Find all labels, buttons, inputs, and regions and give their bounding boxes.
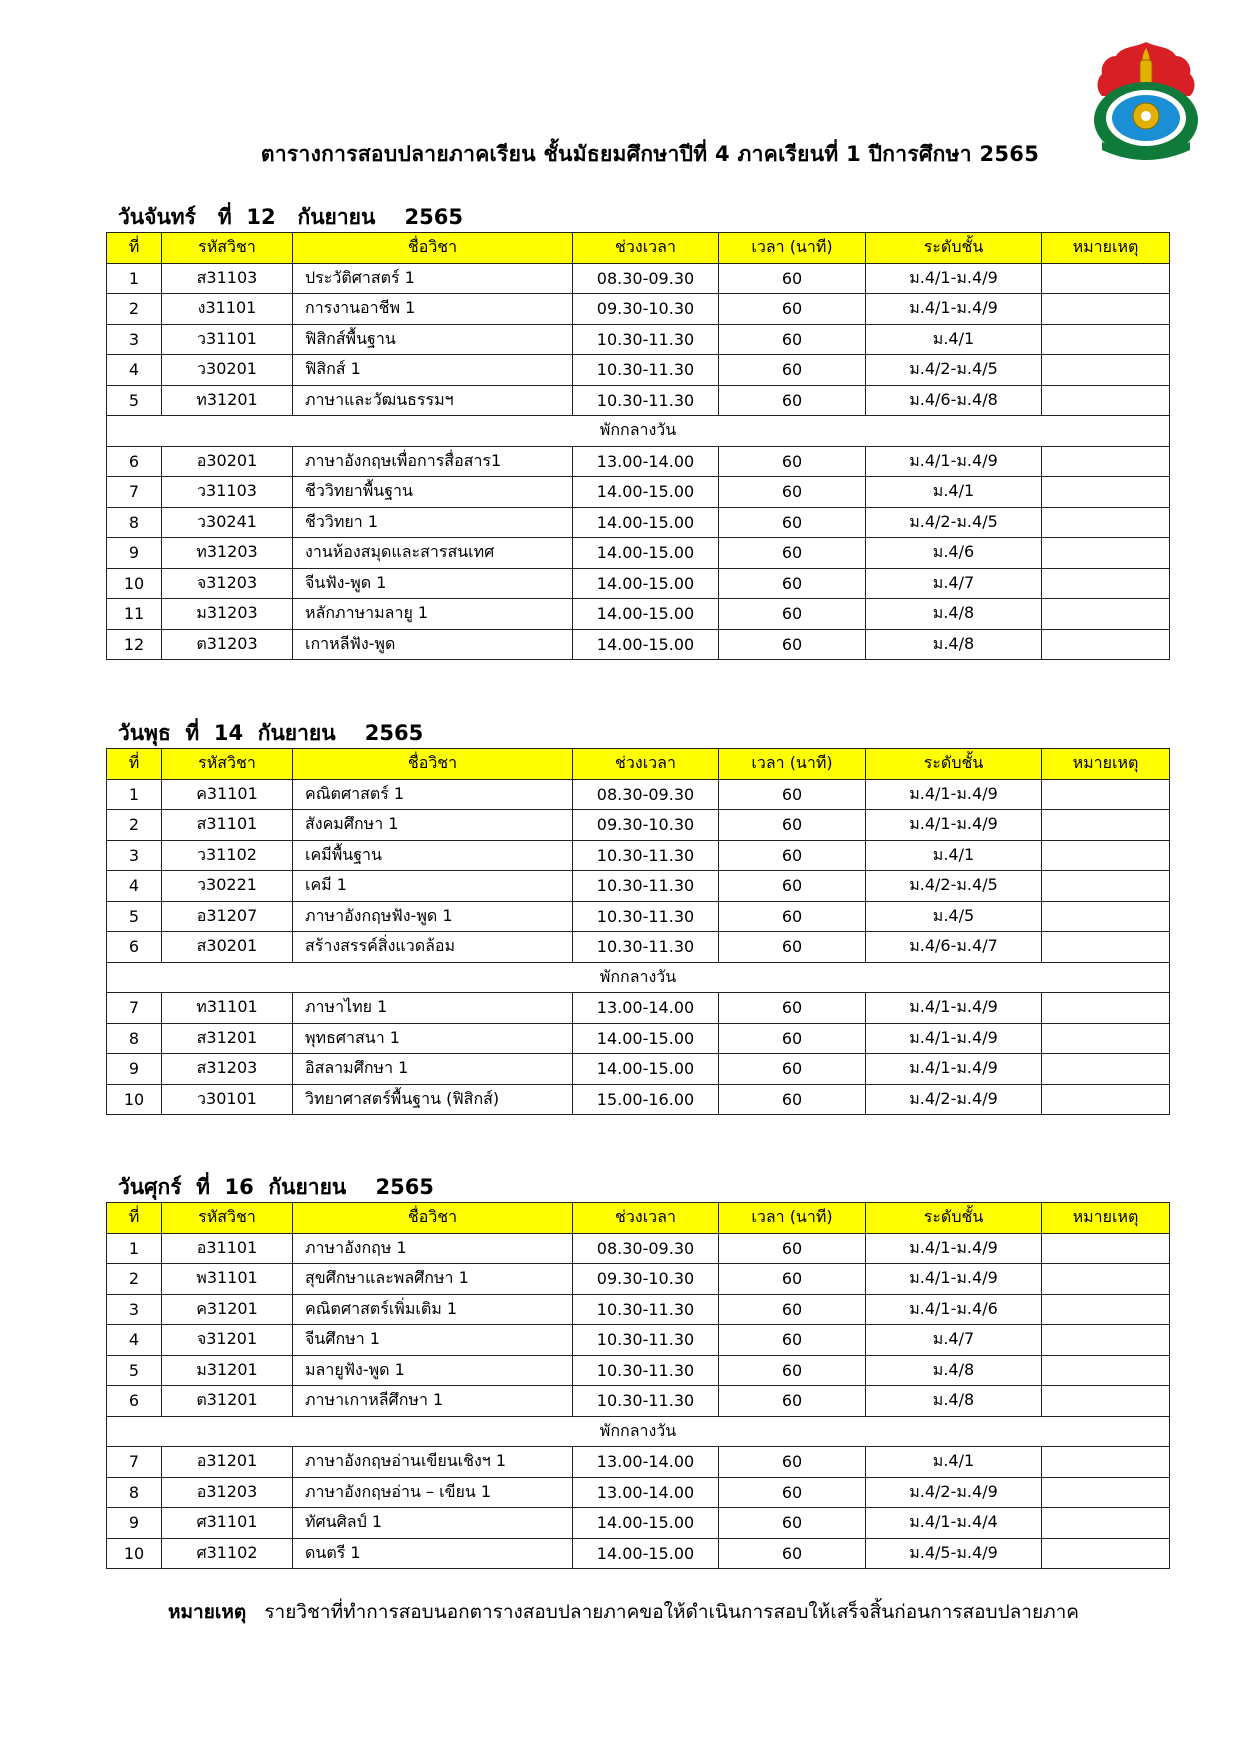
remarks [1042, 568, 1170, 599]
subject-name: เคมี 1 [293, 871, 573, 902]
table-row [107, 507, 1170, 538]
subject-name: ภาษาเกาหลีศึกษา 1 [293, 1386, 573, 1417]
time-slot: 10.30-11.30 [573, 385, 719, 416]
row-number: 5 [107, 1355, 162, 1386]
subject-name: หลักภาษามลายู 1 [293, 599, 573, 630]
subject-name: ชีววิทยา 1 [293, 507, 573, 538]
row-number: 1 [107, 779, 162, 810]
remarks [1042, 1538, 1170, 1569]
duration-minutes: 60 [719, 446, 866, 477]
column-header: ระดับชั้น [866, 1203, 1042, 1234]
time-slot: 09.30-10.30 [573, 810, 719, 841]
grade-level: ม.4/1-ม.4/9 [866, 294, 1042, 325]
subject-name: เกาหลีฟัง-พูด [293, 629, 573, 660]
exam-day-section [106, 1172, 1169, 1569]
subject-name: ฟิสิกส์ 1 [293, 355, 573, 386]
exam-day-section [106, 718, 1169, 1115]
remarks [1042, 1447, 1170, 1478]
remarks [1042, 324, 1170, 355]
grade-level: ม.4/1 [866, 477, 1042, 508]
grade-level: ม.4/7 [866, 1325, 1042, 1356]
grade-level: ม.4/1-ม.4/9 [866, 1054, 1042, 1085]
remarks [1042, 629, 1170, 660]
table-header [107, 233, 1170, 264]
duration-minutes: 60 [719, 477, 866, 508]
table-row [107, 1508, 1170, 1539]
grade-level: ม.4/1-ม.4/9 [866, 1264, 1042, 1295]
grade-level: ม.4/8 [866, 1355, 1042, 1386]
column-header: ชื่อวิชา [293, 749, 573, 780]
remarks [1042, 1084, 1170, 1115]
remarks [1042, 993, 1170, 1024]
table-row [107, 629, 1170, 660]
subject-code: อ31203 [162, 1477, 293, 1508]
row-number: 9 [107, 1508, 162, 1539]
table-row [107, 599, 1170, 630]
document-title: ตารางการสอบปลายภาคเรียน ชั้นมัธยมศึกษาปีที่ 4 ภาคเรียนที่ 1 ปีการศึกษา 2565 [260, 142, 1040, 166]
time-slot: 14.00-15.00 [573, 1054, 719, 1085]
table-row [107, 1477, 1170, 1508]
time-slot: 08.30-09.30 [573, 779, 719, 810]
row-number: 8 [107, 507, 162, 538]
row-number: 7 [107, 1447, 162, 1478]
grade-level: ม.4/1 [866, 1447, 1042, 1478]
duration-minutes: 60 [719, 568, 866, 599]
column-header: รหัสวิชา [162, 749, 293, 780]
duration-minutes: 60 [719, 1054, 866, 1085]
grade-level: ม.4/5-ม.4/9 [866, 1538, 1042, 1569]
row-number: 8 [107, 1023, 162, 1054]
subject-name: พุทธศาสนา 1 [293, 1023, 573, 1054]
table-row [107, 1355, 1170, 1386]
row-number: 4 [107, 355, 162, 386]
remarks [1042, 1386, 1170, 1417]
time-slot: 14.00-15.00 [573, 507, 719, 538]
grade-level: ม.4/8 [866, 629, 1042, 660]
subject-code: ม31201 [162, 1355, 293, 1386]
grade-level: ม.4/2-ม.4/5 [866, 871, 1042, 902]
remarks [1042, 1355, 1170, 1386]
row-number: 4 [107, 1325, 162, 1356]
column-header: ระดับชั้น [866, 749, 1042, 780]
remarks [1042, 263, 1170, 294]
duration-minutes: 60 [719, 294, 866, 325]
subject-name: ประวัติศาสตร์ 1 [293, 263, 573, 294]
subject-code: ศ31102 [162, 1538, 293, 1569]
duration-minutes: 60 [719, 1538, 866, 1569]
row-number: 5 [107, 385, 162, 416]
grade-level: ม.4/1-ม.4/4 [866, 1508, 1042, 1539]
column-header: รหัสวิชา [162, 1203, 293, 1234]
subject-name: สังคมศึกษา 1 [293, 810, 573, 841]
duration-minutes: 60 [719, 932, 866, 963]
remarks [1042, 294, 1170, 325]
row-number: 9 [107, 538, 162, 569]
table-row [107, 1084, 1170, 1115]
duration-minutes: 60 [719, 1294, 866, 1325]
grade-level: ม.4/8 [866, 1386, 1042, 1417]
column-header: ที่ [107, 1203, 162, 1234]
table-row [107, 871, 1170, 902]
column-header: หมายเหตุ [1042, 233, 1170, 264]
time-slot: 14.00-15.00 [573, 1538, 719, 1569]
row-number: 8 [107, 1477, 162, 1508]
subject-name: ทัศนศิลป์ 1 [293, 1508, 573, 1539]
remarks [1042, 1477, 1170, 1508]
row-number: 5 [107, 901, 162, 932]
time-slot: 14.00-15.00 [573, 568, 719, 599]
table-row [107, 324, 1170, 355]
table-row [107, 1294, 1170, 1325]
subject-name: วิทยาศาสตร์พื้นฐาน (ฟิสิกส์) [293, 1084, 573, 1115]
grade-level: ม.4/6-ม.4/7 [866, 932, 1042, 963]
table-row [107, 1023, 1170, 1054]
table-row [107, 932, 1170, 963]
remarks [1042, 477, 1170, 508]
table-row [107, 810, 1170, 841]
table-row [107, 1386, 1170, 1417]
day-heading: วันศุกร์ ที่ 16 กันยายน 2565 [118, 1175, 434, 1199]
time-slot: 14.00-15.00 [573, 1023, 719, 1054]
remarks [1042, 1233, 1170, 1264]
grade-level: ม.4/1-ม.4/9 [866, 1023, 1042, 1054]
subject-code: อ31101 [162, 1233, 293, 1264]
table-row [107, 840, 1170, 871]
subject-name: ภาษาอังกฤษอ่านเขียนเชิงฯ 1 [293, 1447, 573, 1478]
subject-name: คณิตศาสตร์เพิ่มเติม 1 [293, 1294, 573, 1325]
duration-minutes: 60 [719, 1233, 866, 1264]
remarks [1042, 507, 1170, 538]
row-number: 2 [107, 1264, 162, 1295]
lunch-break-row: พักกลางวัน [107, 962, 1170, 993]
time-slot: 10.30-11.30 [573, 1386, 719, 1417]
subject-name: ภาษาและวัฒนธรรมฯ [293, 385, 573, 416]
remarks [1042, 385, 1170, 416]
subject-name: ภาษาอังกฤษฟัง-พูด 1 [293, 901, 573, 932]
subject-code: ว30201 [162, 355, 293, 386]
row-number: 6 [107, 446, 162, 477]
table-row [107, 568, 1170, 599]
time-slot: 10.30-11.30 [573, 324, 719, 355]
subject-code: ส31101 [162, 810, 293, 841]
subject-code: อ31207 [162, 901, 293, 932]
time-slot: 14.00-15.00 [573, 629, 719, 660]
table-row [107, 385, 1170, 416]
time-slot: 13.00-14.00 [573, 993, 719, 1024]
row-number: 6 [107, 1386, 162, 1417]
grade-level: ม.4/1-ม.4/9 [866, 446, 1042, 477]
subject-code: ว30101 [162, 1084, 293, 1115]
table-header [107, 1203, 1170, 1234]
duration-minutes: 60 [719, 779, 866, 810]
subject-code: ว30221 [162, 871, 293, 902]
remarks [1042, 1294, 1170, 1325]
grade-level: ม.4/1-ม.4/9 [866, 779, 1042, 810]
remarks [1042, 1508, 1170, 1539]
grade-level: ม.4/2-ม.4/5 [866, 355, 1042, 386]
time-slot: 13.00-14.00 [573, 446, 719, 477]
row-number: 7 [107, 993, 162, 1024]
grade-level: ม.4/2-ม.4/5 [866, 507, 1042, 538]
subject-code: ต31201 [162, 1386, 293, 1417]
subject-name: ภาษาไทย 1 [293, 993, 573, 1024]
day-heading: วันจันทร์ ที่ 12 กันยายน 2565 [118, 205, 464, 229]
subject-name: ดนตรี 1 [293, 1538, 573, 1569]
column-header: ชื่อวิชา [293, 1203, 573, 1234]
column-header: เวลา (นาที) [719, 1203, 866, 1234]
time-slot: 14.00-15.00 [573, 477, 719, 508]
table-row [107, 1233, 1170, 1264]
subject-name: งานห้องสมุดและสารสนเทศ [293, 538, 573, 569]
subject-code: ง31101 [162, 294, 293, 325]
remarks [1042, 871, 1170, 902]
time-slot: 10.30-11.30 [573, 1294, 719, 1325]
remarks [1042, 1054, 1170, 1085]
grade-level: ม.4/1-ม.4/9 [866, 993, 1042, 1024]
column-header: ที่ [107, 749, 162, 780]
table-row [107, 1538, 1170, 1569]
subject-code: พ31101 [162, 1264, 293, 1295]
subject-code: ม31203 [162, 599, 293, 630]
remarks [1042, 446, 1170, 477]
column-header: รหัสวิชา [162, 233, 293, 264]
remarks [1042, 1325, 1170, 1356]
grade-level: ม.4/7 [866, 568, 1042, 599]
grade-level: ม.4/5 [866, 901, 1042, 932]
duration-minutes: 60 [719, 1264, 866, 1295]
table-row [107, 263, 1170, 294]
time-slot: 13.00-14.00 [573, 1447, 719, 1478]
table-row [107, 538, 1170, 569]
table-row [107, 477, 1170, 508]
exam-table [106, 748, 1170, 1115]
subject-code: ว30241 [162, 507, 293, 538]
duration-minutes: 60 [719, 324, 866, 355]
subject-code: ค31201 [162, 1294, 293, 1325]
grade-level: ม.4/2-ม.4/9 [866, 1084, 1042, 1115]
table-row [107, 1264, 1170, 1295]
grade-level: ม.4/1 [866, 840, 1042, 871]
table-row [107, 446, 1170, 477]
subject-code: ส30201 [162, 932, 293, 963]
time-slot: 13.00-14.00 [573, 1477, 719, 1508]
row-number: 3 [107, 840, 162, 871]
row-number: 9 [107, 1054, 162, 1085]
remarks [1042, 779, 1170, 810]
subject-code: จ31203 [162, 568, 293, 599]
subject-name: สร้างสรรค์สิ่งแวดล้อม [293, 932, 573, 963]
subject-name: ฟิสิกส์พื้นฐาน [293, 324, 573, 355]
subject-code: อ30201 [162, 446, 293, 477]
subject-name: อิสลามศึกษา 1 [293, 1054, 573, 1085]
subject-name: ภาษาอังกฤษ 1 [293, 1233, 573, 1264]
lunch-break-row: พักกลางวัน [107, 1416, 1170, 1447]
remarks [1042, 355, 1170, 386]
row-number: 6 [107, 932, 162, 963]
exam-table [106, 232, 1170, 660]
row-number: 4 [107, 871, 162, 902]
remarks [1042, 810, 1170, 841]
time-slot: 14.00-15.00 [573, 599, 719, 630]
duration-minutes: 60 [719, 1325, 866, 1356]
subject-code: ศ31101 [162, 1508, 293, 1539]
duration-minutes: 60 [719, 993, 866, 1024]
duration-minutes: 60 [719, 507, 866, 538]
time-slot: 15.00-16.00 [573, 1084, 719, 1115]
grade-level: ม.4/1-ม.4/6 [866, 1294, 1042, 1325]
subject-code: ว31101 [162, 324, 293, 355]
grade-level: ม.4/2-ม.4/9 [866, 1477, 1042, 1508]
footnote-label: หมายเหตุ [168, 1601, 247, 1623]
duration-minutes: 60 [719, 1508, 866, 1539]
duration-minutes: 60 [719, 1084, 866, 1115]
grade-level: ม.4/8 [866, 599, 1042, 630]
subject-name: จีนศึกษา 1 [293, 1325, 573, 1356]
row-number: 1 [107, 263, 162, 294]
time-slot: 10.30-11.30 [573, 901, 719, 932]
subject-code: ส31103 [162, 263, 293, 294]
subject-code: ท31101 [162, 993, 293, 1024]
remarks [1042, 599, 1170, 630]
duration-minutes: 60 [719, 1023, 866, 1054]
table-row [107, 901, 1170, 932]
grade-level: ม.4/1-ม.4/9 [866, 1233, 1042, 1264]
row-number: 3 [107, 324, 162, 355]
subject-name: ภาษาอังกฤษเพื่อการสื่อสาร1 [293, 446, 573, 477]
row-number: 11 [107, 599, 162, 630]
subject-code: ส31203 [162, 1054, 293, 1085]
subject-code: ว31102 [162, 840, 293, 871]
time-slot: 10.30-11.30 [573, 1355, 719, 1386]
subject-code: ค31101 [162, 779, 293, 810]
remarks [1042, 932, 1170, 963]
time-slot: 08.30-09.30 [573, 263, 719, 294]
subject-code: ส31201 [162, 1023, 293, 1054]
column-header: ชื่อวิชา [293, 233, 573, 264]
column-header: ที่ [107, 233, 162, 264]
grade-level: ม.4/6-ม.4/8 [866, 385, 1042, 416]
subject-code: จ31201 [162, 1325, 293, 1356]
subject-code: ท31203 [162, 538, 293, 569]
duration-minutes: 60 [719, 840, 866, 871]
table-row [107, 993, 1170, 1024]
time-slot: 14.00-15.00 [573, 1508, 719, 1539]
table-row [107, 1447, 1170, 1478]
column-header: ช่วงเวลา [573, 233, 719, 264]
remarks [1042, 1264, 1170, 1295]
subject-code: ต31203 [162, 629, 293, 660]
duration-minutes: 60 [719, 810, 866, 841]
row-number: 2 [107, 294, 162, 325]
remarks [1042, 840, 1170, 871]
row-number: 10 [107, 1538, 162, 1569]
time-slot: 10.30-11.30 [573, 932, 719, 963]
grade-level: ม.4/6 [866, 538, 1042, 569]
time-slot: 14.00-15.00 [573, 538, 719, 569]
table-row [107, 779, 1170, 810]
table-row [107, 1054, 1170, 1085]
time-slot: 10.30-11.30 [573, 871, 719, 902]
lunch-break-row: พักกลางวัน [107, 416, 1170, 447]
row-number: 12 [107, 629, 162, 660]
column-header: หมายเหตุ [1042, 1203, 1170, 1234]
duration-minutes: 60 [719, 1386, 866, 1417]
remarks [1042, 538, 1170, 569]
subject-name: การงานอาชีพ 1 [293, 294, 573, 325]
duration-minutes: 60 [719, 629, 866, 660]
duration-minutes: 60 [719, 538, 866, 569]
subject-name: ชีววิทยาพื้นฐาน [293, 477, 573, 508]
duration-minutes: 60 [719, 901, 866, 932]
exam-table [106, 1202, 1170, 1569]
duration-minutes: 60 [719, 355, 866, 386]
table-row [107, 1325, 1170, 1356]
subject-name: มลายูฟัง-พูด 1 [293, 1355, 573, 1386]
grade-level: ม.4/1 [866, 324, 1042, 355]
exam-day-section [106, 202, 1169, 660]
grade-level: ม.4/1-ม.4/9 [866, 263, 1042, 294]
subject-code: อ31201 [162, 1447, 293, 1478]
duration-minutes: 60 [719, 1355, 866, 1386]
table-header [107, 749, 1170, 780]
time-slot: 09.30-10.30 [573, 1264, 719, 1295]
remarks [1042, 901, 1170, 932]
subject-name: จีนฟัง-พูด 1 [293, 568, 573, 599]
subject-code: ท31201 [162, 385, 293, 416]
duration-minutes: 60 [719, 1447, 866, 1478]
subject-name: สุขศึกษาและพลศึกษา 1 [293, 1264, 573, 1295]
duration-minutes: 60 [719, 263, 866, 294]
column-header: เวลา (นาที) [719, 233, 866, 264]
time-slot: 10.30-11.30 [573, 1325, 719, 1356]
column-header: ช่วงเวลา [573, 1203, 719, 1234]
subject-code: ว31103 [162, 477, 293, 508]
remarks [1042, 1023, 1170, 1054]
row-number: 7 [107, 477, 162, 508]
subject-name: ภาษาอังกฤษอ่าน – เขียน 1 [293, 1477, 573, 1508]
duration-minutes: 60 [719, 871, 866, 902]
row-number: 2 [107, 810, 162, 841]
footnote [168, 1597, 1079, 1627]
duration-minutes: 60 [719, 1477, 866, 1508]
time-slot: 10.30-11.30 [573, 355, 719, 386]
column-header: เวลา (นาที) [719, 749, 866, 780]
day-heading: วันพุธ ที่ 14 กันยายน 2565 [118, 721, 424, 745]
row-number: 10 [107, 568, 162, 599]
table-row [107, 294, 1170, 325]
row-number: 10 [107, 1084, 162, 1115]
column-header: ระดับชั้น [866, 233, 1042, 264]
row-number: 1 [107, 1233, 162, 1264]
column-header: หมายเหตุ [1042, 749, 1170, 780]
footnote-text: รายวิชาที่ทำการสอบนอกตารางสอบปลายภาคขอให้ดำเนินการสอบให้เสร็จสิ้นก่อนการสอบปลายภาค [246, 1601, 1079, 1623]
duration-minutes: 60 [719, 385, 866, 416]
subject-name: คณิตศาสตร์ 1 [293, 779, 573, 810]
grade-level: ม.4/1-ม.4/9 [866, 810, 1042, 841]
subject-name: เคมีพื้นฐาน [293, 840, 573, 871]
time-slot: 09.30-10.30 [573, 294, 719, 325]
time-slot: 08.30-09.30 [573, 1233, 719, 1264]
column-header: ช่วงเวลา [573, 749, 719, 780]
row-number: 3 [107, 1294, 162, 1325]
time-slot: 10.30-11.30 [573, 840, 719, 871]
duration-minutes: 60 [719, 599, 866, 630]
table-row [107, 355, 1170, 386]
